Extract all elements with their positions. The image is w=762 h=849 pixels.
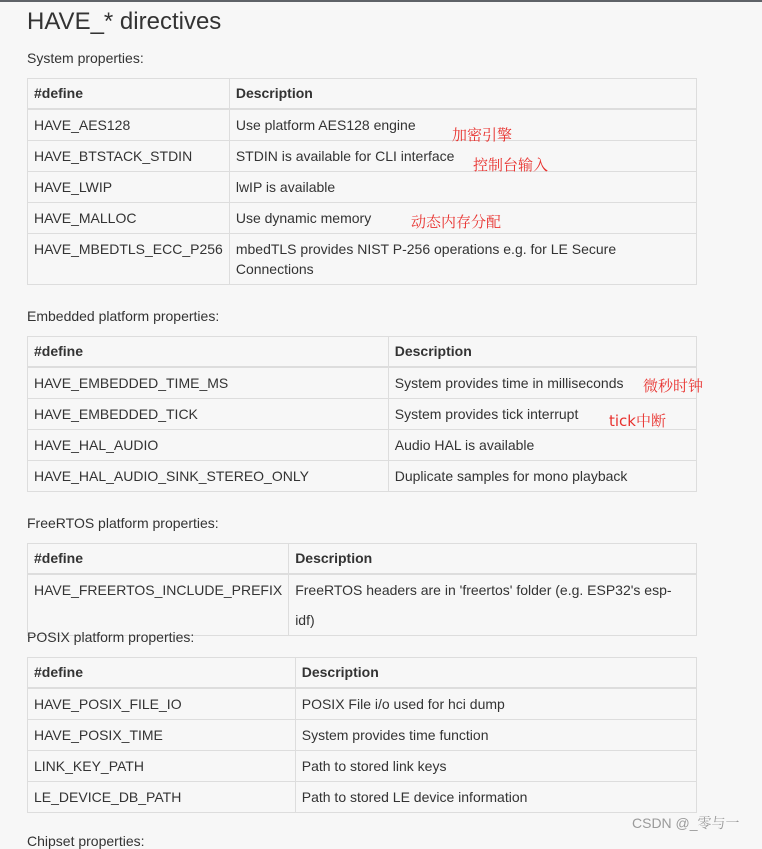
table-row: [28, 399, 697, 430]
section-label-embedded: Embedded platform properties:: [27, 308, 220, 324]
define-cell: HAVE_LWIP: [28, 172, 230, 203]
csdn-watermark: CSDN @_零与一: [632, 815, 740, 831]
table-system-properties: [27, 78, 697, 285]
define-cell: HAVE_POSIX_FILE_IO: [28, 688, 296, 720]
description-cell: Use platform AES128 engine: [229, 109, 696, 141]
table-row: [28, 720, 697, 751]
page-title: HAVE_* directives: [27, 8, 222, 35]
define-cell: HAVE_MALLOC: [28, 203, 230, 234]
table-row: [28, 782, 697, 813]
section-label-freertos: FreeRTOS platform properties:: [27, 515, 219, 531]
define-cell: HAVE_POSIX_TIME: [28, 720, 296, 751]
section-label-system: System properties:: [27, 50, 144, 66]
column-header-description: Description: [289, 544, 697, 575]
define-cell: HAVE_BTSTACK_STDIN: [28, 141, 230, 172]
description-cell: Path to stored LE device information: [295, 782, 696, 813]
description-cell: FreeRTOS headers are in 'freertos' folder (e.g. ESP32's esp-idf): [289, 574, 697, 636]
annotation-note: 加密引擎: [452, 126, 513, 144]
define-cell: LE_DEVICE_DB_PATH: [28, 782, 296, 813]
description-cell: STDIN is available for CLI interface: [229, 141, 696, 172]
table-row: [28, 751, 697, 782]
section-label-chipset-partial: Chipset properties:: [27, 833, 145, 849]
window-top-border: [0, 0, 762, 2]
define-cell: HAVE_AES128: [28, 109, 230, 141]
annotation-note: 控制台输入: [473, 156, 549, 174]
table-row: [28, 234, 697, 285]
table-row: [28, 430, 697, 461]
description-cell: Duplicate samples for mono playback: [388, 461, 696, 492]
table-row: [28, 109, 697, 141]
table-row: [28, 141, 697, 172]
description-cell: mbedTLS provides NIST P-256 operations e.g. for LE Secure Connections: [229, 234, 696, 285]
annotation-note: 动态内存分配: [411, 213, 502, 231]
define-cell: HAVE_MBEDTLS_ECC_P256: [28, 234, 230, 285]
table-row: [28, 367, 697, 399]
define-cell: HAVE_HAL_AUDIO: [28, 430, 389, 461]
column-header-define: #define: [28, 79, 230, 110]
table-row: [28, 688, 697, 720]
table-row: [28, 574, 697, 636]
define-cell: HAVE_EMBEDDED_TICK: [28, 399, 389, 430]
section-label-posix: POSIX platform properties:: [27, 629, 195, 645]
define-cell: LINK_KEY_PATH: [28, 751, 296, 782]
table-embedded-platform-properties: [27, 336, 697, 492]
description-cell: Use dynamic memory: [229, 203, 696, 234]
table-freertos-platform-properties: [27, 543, 697, 636]
description-cell: Path to stored link keys: [295, 751, 696, 782]
description-cell: lwIP is available: [229, 172, 696, 203]
description-cell: POSIX File i/o used for hci dump: [295, 688, 696, 720]
annotation-note: 微秒时钟: [643, 377, 704, 395]
table-header-row: [28, 544, 697, 575]
define-cell: HAVE_EMBEDDED_TIME_MS: [28, 367, 389, 399]
description-cell: System provides tick interrupt: [388, 399, 696, 430]
define-cell: HAVE_HAL_AUDIO_SINK_STEREO_ONLY: [28, 461, 389, 492]
annotation-note: tick中断: [609, 412, 666, 430]
column-header-define: #define: [28, 658, 296, 689]
define-cell: HAVE_FREERTOS_INCLUDE_PREFIX: [28, 574, 289, 636]
column-header-description: Description: [295, 658, 696, 689]
description-cell: Audio HAL is available: [388, 430, 696, 461]
description-cell: System provides time in milliseconds: [388, 367, 696, 399]
table-header-row: [28, 658, 697, 689]
description-cell: System provides time function: [295, 720, 696, 751]
table-row: [28, 203, 697, 234]
table-header-row: [28, 337, 697, 368]
table-header-row: [28, 79, 697, 110]
table-row: [28, 172, 697, 203]
column-header-define: #define: [28, 544, 289, 575]
table-row: [28, 461, 697, 492]
table-posix-platform-properties: [27, 657, 697, 813]
column-header-define: #define: [28, 337, 389, 368]
column-header-description: Description: [229, 79, 696, 110]
column-header-description: Description: [388, 337, 696, 368]
